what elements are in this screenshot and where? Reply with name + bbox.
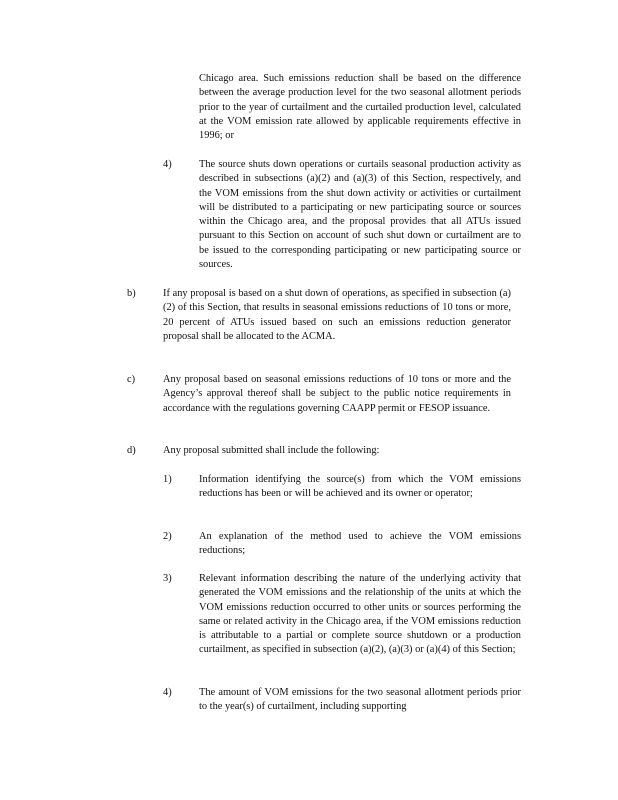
item-d3-text: Relevant information describing the nature of the underlying activity that generated the VOM emissions and the relationship of the units at which the VOM emissions reduction occurred to other units or sources performing the same or related activity in the Chicago area, if the VOM emissions reduction is attributable to a partial or complete source shutdown or a production curtailment, as specified in subsection (a)(2), (a)(3) or (a)(4) of this Section; <box>199 573 521 656</box>
item-d3-label: 3) <box>163 573 172 584</box>
item-c-label: c) <box>127 374 136 385</box>
item-d4-label: 4) <box>163 687 172 698</box>
item-b-text: If any proposal is based on a shut down of operations, as specified in subsection (a)(2) of this Section, that results in seasonal emissions reductions of 10 tons or more, 20 percent of ATUs issued based on such an emissions reduction generator proposal shall be allocated to the ACMA. <box>163 288 511 342</box>
item-d-text: Any proposal submitted shall include the following: <box>163 445 380 456</box>
item-b-label: b) <box>127 288 136 299</box>
item-d-label: d) <box>127 445 136 456</box>
item-d4-text: The amount of VOM emissions for the two seasonal allotment periods prior to the year(s) of curtailment, including supporting <box>199 687 521 713</box>
item-4-text: The source shuts down operations or curtails seasonal production activity as described in subsections (a)(2) and (a)(3) of this Section, respectively, and the VOM emissions from the shut down activity or activities or curtailment will be distributed to a participating or new participating source or sources within the Chicago area, and the proposal provides that all ATUs issued pursuant to this Section on account of such shut down or curtailment are to be issued to the corresponding participating or new participating source or sources. <box>199 159 521 271</box>
continuation-paragraph: Chicago area. Such emissions reduction shall be based on the difference between the average production level for the two seasonal allotment periods prior to the year of curtailment and the curtailed production level, calculated at the VOM emission rate allowed by applicable requirements effective in 1996; or <box>199 73 521 142</box>
item-d2-label: 2) <box>163 531 172 542</box>
item-d1-label: 1) <box>163 474 172 485</box>
item-4-label: 4) <box>163 159 172 170</box>
item-d1-text: Information identifying the source(s) from which the VOM emissions reductions has been or will be achieved and its owner or operator; <box>199 474 521 500</box>
item-c-text: Any proposal based on seasonal emissions reductions of 10 tons or more and the Agency’s approval thereof shall be subject to the public notice requirements in accordance with the regulations governing CAAPP permit or FESOP issuance. <box>163 374 511 414</box>
item-d2-text: An explanation of the method used to achieve the VOM emissions reductions; <box>199 531 521 557</box>
